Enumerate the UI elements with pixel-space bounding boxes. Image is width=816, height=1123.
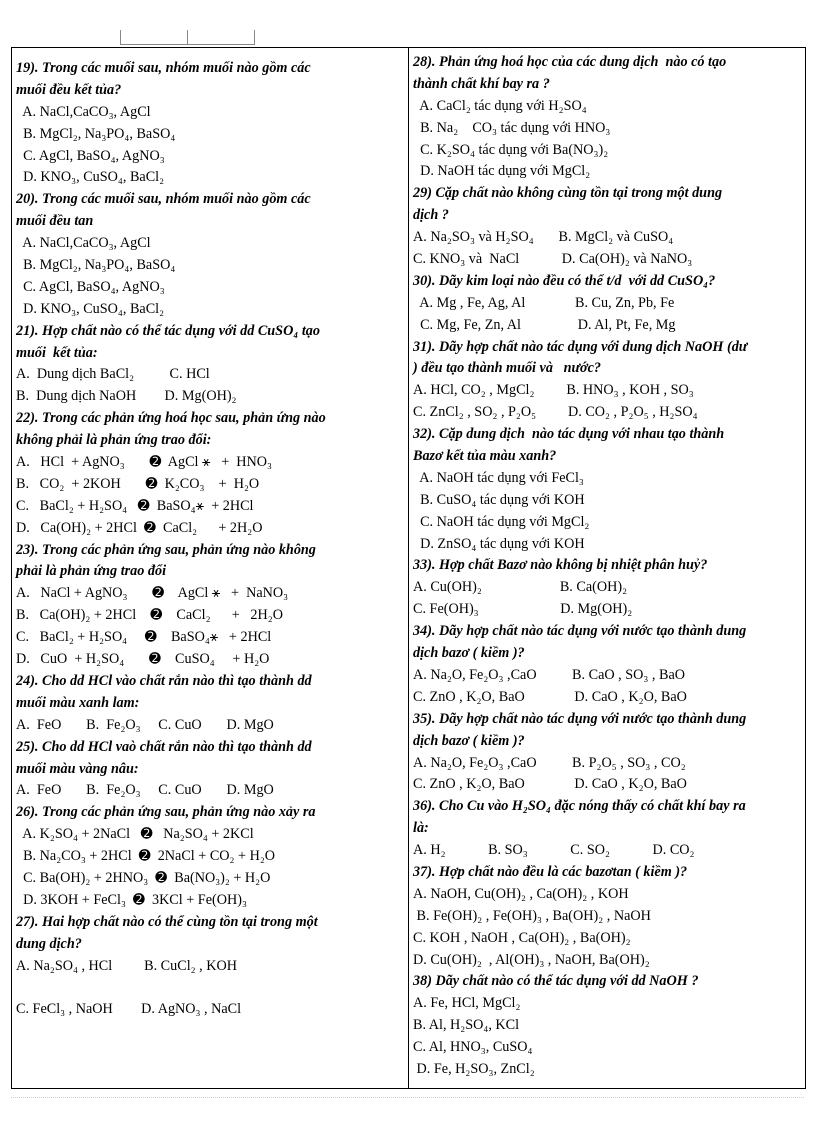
answer-option: A. FeO B. Fe₂O₃ C. CuO D. MgO bbox=[16, 782, 274, 799]
question-line: 31). Dãy hợp chất nào tác dụng với dung dịch NaOH (dư bbox=[413, 338, 748, 355]
answer-option: A. Na₂SO₄ , HCl B. CuCl₂ , KOH bbox=[16, 957, 237, 974]
question-line: dịch bazơ ( kiềm )? bbox=[413, 645, 525, 662]
answer-option: D. ZnSO₄ tác dụng với KOH bbox=[413, 535, 585, 552]
answer-option: D. Cu(OH)₂ , Al(OH)₃ , NaOH, Ba(OH)₂ bbox=[413, 951, 650, 968]
answer-option: D. Fe, H₂SO₃, ZnCl₂ bbox=[413, 1060, 535, 1077]
answer-option: B. CO₂ + 2KOH ➋ K₂CO₃ + H₂O bbox=[16, 475, 260, 492]
answer-option: C. BaCl₂ + H₂SO₄ ➋ BaSO₄⚹ + 2HCl bbox=[16, 629, 272, 646]
question-line: 23). Trong các phản ứng sau, phản ứng nào không bbox=[16, 541, 316, 558]
answer-option: C. KOH , NaOH , Ca(OH)₂ , Ba(OH)₂ bbox=[413, 929, 631, 946]
answer-option: D. 3KOH + FeCl₃ ➋ 3KCl + Fe(OH)₃ bbox=[16, 891, 247, 908]
answer-option: C. AgCl, BaSO₄, AgNO₃ bbox=[16, 278, 165, 295]
question-line: dung dịch? bbox=[16, 935, 82, 952]
answer-option: C. AgCl, BaSO₄, AgNO₃ bbox=[16, 147, 165, 164]
answer-option: C. Ba(OH)₂ + 2HNO₃ ➋ Ba(NO₃)₂ + H₂O bbox=[16, 869, 271, 886]
answer-option: A. Mg , Fe, Ag, Al B. Cu, Zn, Pb, Fe bbox=[413, 294, 675, 311]
question-line: 27). Hai hợp chất nào có thể cùng tồn tại trong một bbox=[16, 913, 318, 930]
answer-option: C. BaCl₂ + H₂SO₄ ➋ BaSO₄⚹ + 2HCl bbox=[16, 497, 254, 514]
question-line: muối đều tan bbox=[16, 213, 94, 230]
answer-option: D. KNO₃, CuSO₄, BaCl₂ bbox=[16, 169, 165, 186]
answer-option: A. Na₂O, Fe₂O₃ ,CaO B. CaO , SO₃ , BaO bbox=[413, 666, 685, 683]
answer-option: A. HCl, CO₂ , MgCl₂ B. HNO₃ , KOH , SO₃ bbox=[413, 382, 694, 399]
answer-option: B. Na₂CO₃ + 2HCl ➋ 2NaCl + CO₂ + H₂O bbox=[16, 848, 276, 865]
answer-option: A. Dung dịch BaCl₂ C. HCl bbox=[16, 366, 210, 383]
answer-option: A. FeO B. Fe₂O₃ C. CuO D. MgO bbox=[16, 716, 274, 733]
question-line: muối kết tủa: bbox=[16, 344, 98, 361]
question-line: dịch ? bbox=[413, 207, 449, 224]
answer-option: B. Na₂ CO₃ tác dụng với HNO₃ bbox=[413, 119, 611, 136]
answer-option: A. NaCl,CaCO₃, AgCl bbox=[16, 235, 151, 252]
question-line: thành chất khí bay ra ? bbox=[413, 75, 550, 92]
answer-option: C. Al, HNO₃, CuSO₄ bbox=[413, 1039, 533, 1056]
question-line: 32). Cặp dung dịch nào tác dụng với nhau tạo thành bbox=[413, 426, 725, 443]
right-column bbox=[413, 52, 801, 1081]
answer-option: C. K₂SO₄ tác dụng với Ba(NO₃)₂ bbox=[413, 141, 609, 158]
question-line: 21). Hợp chất nào có thể tác dụng với dd CuSO₄ tạo bbox=[16, 322, 320, 339]
answer-option: A. K₂SO₄ + 2NaCl ➋ Na₂SO₄ + 2KCl bbox=[16, 826, 254, 843]
answer-option: D. KNO₃, CuSO₄, BaCl₂ bbox=[16, 300, 165, 317]
question-line: 33). Hợp chất Bazơ nào không bị nhiệt phân huỷ? bbox=[413, 557, 708, 574]
question-line: 35). Dãy hợp chất nào tác dụng với nước tạo thành dung bbox=[413, 710, 747, 727]
question-line: 36). Cho Cu vào H₂SO₄ đặc nóng thấy có chất khí bay ra bbox=[413, 798, 746, 815]
answer-option: A. NaCl + AgNO₃ ➋ AgCl ⚹ + NaNO₃ bbox=[16, 585, 289, 602]
left-column bbox=[16, 58, 404, 1021]
question-line: là: bbox=[413, 820, 429, 837]
answer-option: A. Fe, HCl, MgCl₂ bbox=[413, 995, 521, 1012]
header-box-1 bbox=[120, 30, 188, 45]
answer-option: D. Ca(OH)₂ + 2HCl ➋ CaCl₂ + 2H₂O bbox=[16, 519, 263, 536]
answer-option: C. FeCl₃ , NaOH D. AgNO₃ , NaCl bbox=[16, 1001, 242, 1018]
answer-option: C. Mg, Fe, Zn, Al D. Al, Pt, Fe, Mg bbox=[413, 316, 676, 333]
question-line: 34). Dãy hợp chất nào tác dụng với nước tạo thành dung bbox=[413, 623, 747, 640]
answer-option: A. NaOH tác dụng với FeCl₃ bbox=[413, 469, 584, 486]
answer-option: A. Na₂O, Fe₂O₃ ,CaO B. P₂O₅ , SO₃ , CO₂ bbox=[413, 754, 686, 771]
question-line: 38) Dãy chất nào có thể tác dụng với dd NaOH ? bbox=[413, 973, 699, 990]
answer-option: D. NaOH tác dụng với MgCl₂ bbox=[413, 163, 591, 180]
answer-option: A. HCl + AgNO₃ ➋ AgCl ⚹ + HNO₃ bbox=[16, 454, 272, 471]
answer-option: C. KNO₃ và NaCl D. Ca(OH)₂ và NaNO₃ bbox=[413, 251, 693, 268]
question-line: 20). Trong các muối sau, nhóm muối nào gồm các bbox=[16, 191, 311, 208]
question-line: 30). Dãy kim loại nào đều có thể t/d với dd CuSO₄? bbox=[413, 272, 716, 289]
question-line: 19). Trong các muối sau, nhóm muối nào gồm các bbox=[16, 60, 311, 76]
question-line: 28). Phản ứng hoá học của các dung dịch nào có tạo bbox=[413, 54, 727, 70]
answer-option: B. Fe(OH)₂ , Fe(OH)₃ , Ba(OH)₂ , NaOH bbox=[413, 907, 651, 924]
answer-option: A. Na₂SO₃ và H₂SO₄ B. MgCl₂ và CuSO₄ bbox=[413, 229, 674, 246]
answer-option: C. ZnCl₂ , SO₂ , P₂O₅ D. CO₂ , P₂O₅ , H₂SO₄ bbox=[413, 404, 698, 421]
answer-option: B. Al, H₂SO₄, KCl bbox=[413, 1017, 520, 1034]
answer-option: C. NaOH tác dụng với MgCl₂ bbox=[413, 513, 590, 530]
answer-option: A. CaCl₂ tác dụng với H₂SO₄ bbox=[413, 97, 587, 114]
answer-option: B. MgCl₂, Na₃PO₄, BaSO₄ bbox=[16, 257, 176, 274]
answer-option: A. NaOH, Cu(OH)₂ , Ca(OH)₂ , KOH bbox=[413, 885, 629, 902]
question-line: 25). Cho dd HCl vaò chất rắn nào thì tạo thành dd bbox=[16, 738, 312, 755]
question-line: 26). Trong các phản ứng sau, phản ứng nào xảy ra bbox=[16, 804, 316, 821]
answer-option: B. Ca(OH)₂ + 2HCl ➋ CaCl₂ + 2H₂O bbox=[16, 607, 283, 624]
answer-option: B. CuSO₄ tác dụng với KOH bbox=[413, 491, 585, 508]
answer-option: B. MgCl₂, Na₃PO₄, BaSO₄ bbox=[16, 125, 176, 142]
answer-option: D. CuO + H₂SO₄ ➋ CuSO₄ + H₂O bbox=[16, 651, 270, 668]
question-line: Bazơ kết tủa màu xanh? bbox=[413, 448, 557, 465]
column-divider bbox=[408, 48, 409, 1088]
spacer bbox=[16, 977, 404, 999]
question-line: ) đều tạo thành muối và nước? bbox=[413, 360, 601, 377]
question-line: 37). Hợp chất nào đều là các bazơtan ( kiềm )? bbox=[413, 863, 688, 880]
answer-option: A. NaCl,CaCO₃, AgCl bbox=[16, 103, 151, 120]
question-line: muối màu xanh lam: bbox=[16, 694, 140, 711]
question-line: phải là phản ứng trao đổi bbox=[16, 563, 167, 580]
question-line: 22). Trong các phản ứng hoá học sau, phản ứng nào bbox=[16, 410, 326, 427]
footer-rule bbox=[11, 1097, 804, 1098]
answer-option: A. H₂ B. SO₃ C. SO₂ D. CO₂ bbox=[413, 842, 695, 859]
question-line: không phải là phản ứng trao đổi: bbox=[16, 432, 212, 449]
question-line: 29) Cặp chất nào không cùng tồn tại trong một dung bbox=[413, 185, 723, 202]
header-box-2 bbox=[187, 30, 255, 45]
answer-option: C. Fe(OH)₃ D. Mg(OH)₂ bbox=[413, 601, 633, 618]
answer-option: C. ZnO , K₂O, BaO D. CaO , K₂O, BaO bbox=[413, 688, 687, 705]
answer-option: C. ZnO , K₂O, BaO D. CaO , K₂O, BaO bbox=[413, 776, 687, 793]
worksheet-frame bbox=[11, 47, 806, 1089]
question-line: 24). Cho dd HCl vào chất rắn nào thì tạo thành dd bbox=[16, 672, 312, 689]
answer-option: A. Cu(OH)₂ B. Ca(OH)₂ bbox=[413, 579, 628, 596]
answer-option: B. Dung dịch NaOH D. Mg(OH)₂ bbox=[16, 388, 237, 405]
question-line: muối màu vàng nâu: bbox=[16, 760, 139, 777]
question-line: muối đều kết tủa? bbox=[16, 81, 122, 98]
question-line: dịch bazơ ( kiềm )? bbox=[413, 732, 525, 749]
